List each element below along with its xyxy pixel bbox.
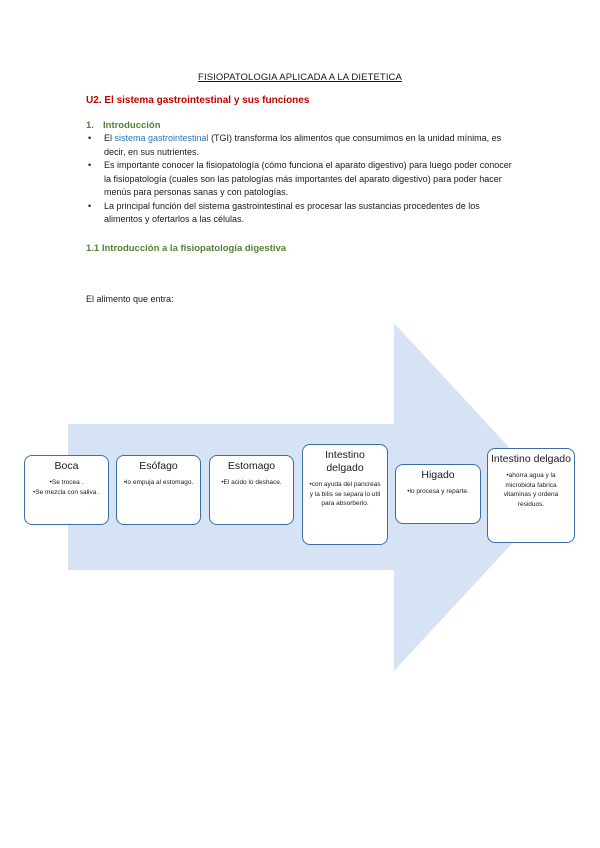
section-1-heading: [86, 120, 161, 131]
flow-box-item: • lo empuja al estomago.: [121, 478, 196, 488]
bullet-text: (TGI) transforma los alimentos que consumimos en la unidad mínima, es decir, en sus nutrientes.: [104, 133, 502, 157]
intro-line: El alimento que entra:: [86, 294, 174, 304]
section-1-number: 1.: [86, 120, 94, 131]
flow-box-intestino-delgado-1: [302, 444, 388, 545]
flow-box-item: • lo procesa y reparte.: [400, 487, 476, 497]
bullet-item: [86, 132, 516, 159]
flow-box-item: • Se mezcla con saliva .: [29, 488, 104, 498]
flow-box-title: Boca: [54, 460, 79, 472]
flow-box-item: • con ayuda del pancreas y la bilis se separa lo util para absorberlo.: [307, 480, 383, 509]
flow-box-title: Estomago: [227, 460, 276, 472]
flow-box-list: [303, 480, 387, 509]
flow-box-title: Intestino delgado: [491, 453, 571, 465]
flow-box-list: [117, 478, 200, 488]
flow-box-list: [396, 487, 480, 497]
flow-box-list: [210, 478, 293, 488]
section-1-1-heading: 1.1 Introducción a la fisiopatología digestiva: [86, 243, 287, 254]
flow-box-title: Esófago: [139, 460, 178, 472]
flow-box-higado: [395, 464, 481, 524]
flow-box-boca: [24, 455, 109, 525]
section-1-title: Introducción: [103, 120, 161, 131]
gastrointestinal-link[interactable]: sistema gastrointestinal: [114, 133, 209, 143]
flow-box-item: • El acido lo deshace.: [214, 478, 289, 488]
flow-box-intestino-delgado-2: [487, 448, 575, 543]
bullet-item: • Es importante conocer la fisiopatología (cómo funciona el aparato digestivo) para luego poder conocer la fisiopatología (cuales son las patologías más importantes del aparato digestivo) para poder hacer menús para personas sanas y con patologías.: [86, 159, 516, 200]
bullet-item: • La principal función del sistema gastrointestinal es procesar las sustancias procedentes de los alimentos y ofertarlos a las células.: [86, 200, 516, 227]
intro-bullet-list: [86, 132, 516, 227]
flow-box-estomago: [209, 455, 294, 525]
page-title: FISIOPATOLOGIA APLICADA A LA DIETETICA: [198, 72, 402, 83]
unit-heading: U2. El sistema gastrointestinal y sus funciones: [86, 95, 310, 106]
flow-box-list: [25, 478, 108, 497]
flow-box-item: • Se trocea .: [29, 478, 104, 488]
flow-box-title: Intestino delgado: [325, 449, 365, 474]
flow-box-list: [488, 471, 574, 509]
flow-box-title: Higado: [421, 469, 455, 481]
flow-box-esofago: [116, 455, 201, 525]
bullet-text: El: [104, 133, 115, 143]
flow-box-item: • ahorra agua y la microbiota fabrica vitaminas y ordena residuos.: [492, 471, 570, 509]
